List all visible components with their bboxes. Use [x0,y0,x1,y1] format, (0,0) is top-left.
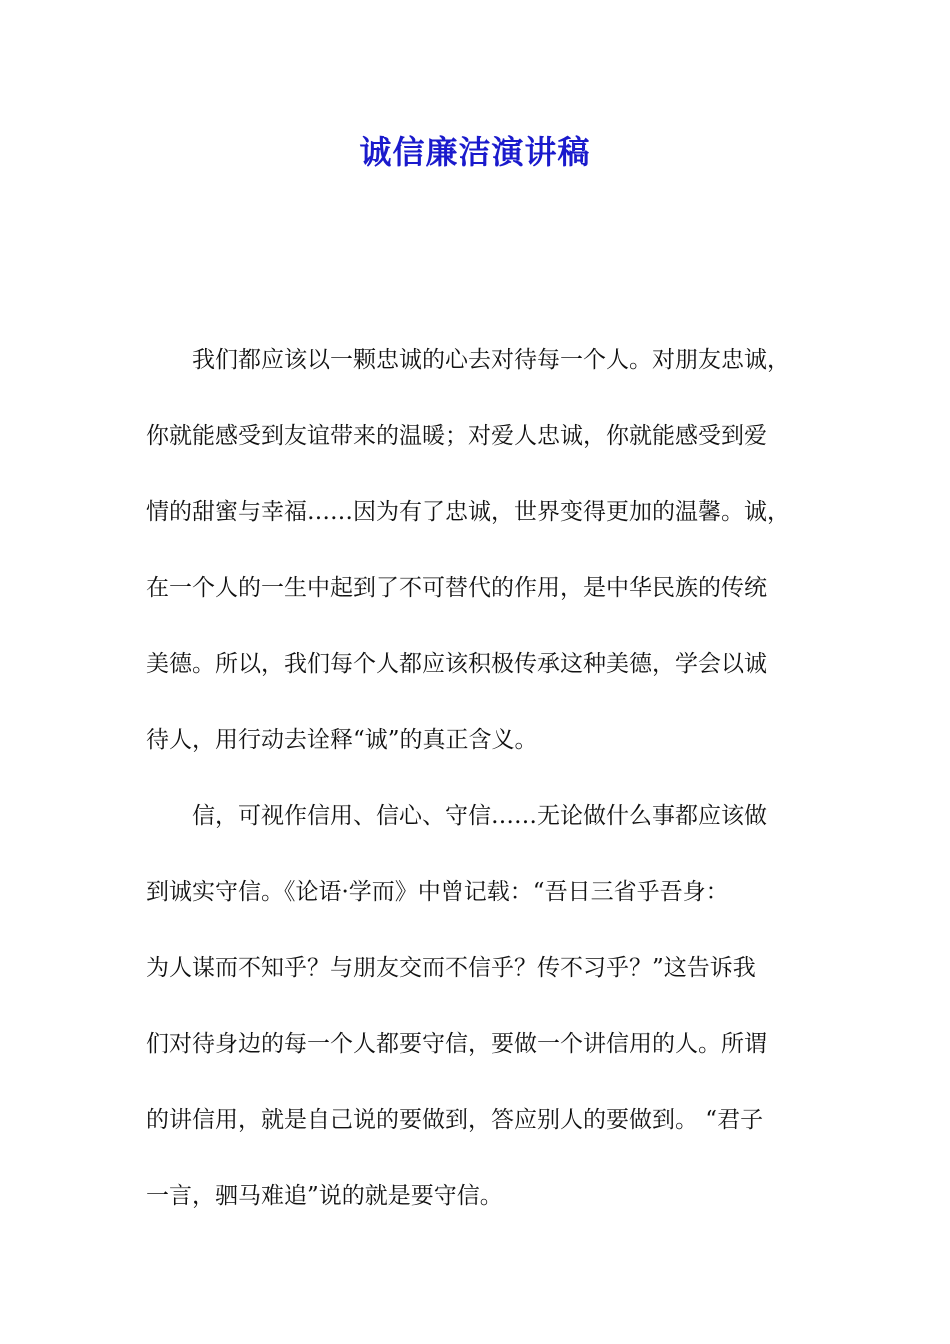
text-line: 我们都应该以一颗忠诚的心去对待每一个人。对朋友忠诚， [192,347,790,373]
text-line: 你就能感受到友谊带来的温暖；对爱人忠诚，你就能感受到爱 [146,423,767,449]
text-line: 们对待身边的每一个人都要守信，要做一个讲信用的人。所谓 [146,1031,767,1057]
document-title: 诚信廉洁演讲稿 [359,133,591,171]
text-line: 情的甜蜜与幸福……因为有了忠诚，世界变得更加的温馨。诚， [146,499,790,525]
text-line: 在一个人的一生中起到了不可替代的作用，是中华民族的传统 [146,575,767,601]
text-line: 一言，驷马难追”说的就是要守信。 [146,1183,503,1209]
text-line: 到诚实守信。《论语·学而》中曾记载：“吾日三省乎吾身： [146,879,729,905]
text-line: 信，可视作信用、信心、守信……无论做什么事都应该做 [192,803,767,829]
text-line: 美德。所以，我们每个人都应该积极传承这种美德，学会以诚 [146,651,767,677]
paragraph-2 [146,792,826,1248]
document-body [146,336,826,1248]
text-line: 的讲信用，就是自己说的要做到，答应别人的要做到。 “君子 [146,1107,764,1133]
text-line: 待人，用行动去诠释“诚”的真正含义。 [146,727,538,753]
text-line: 为人谋而不知乎？与朋友交而不信乎？传不习乎？”这告诉我 [146,955,756,981]
paragraph-1 [146,336,826,792]
